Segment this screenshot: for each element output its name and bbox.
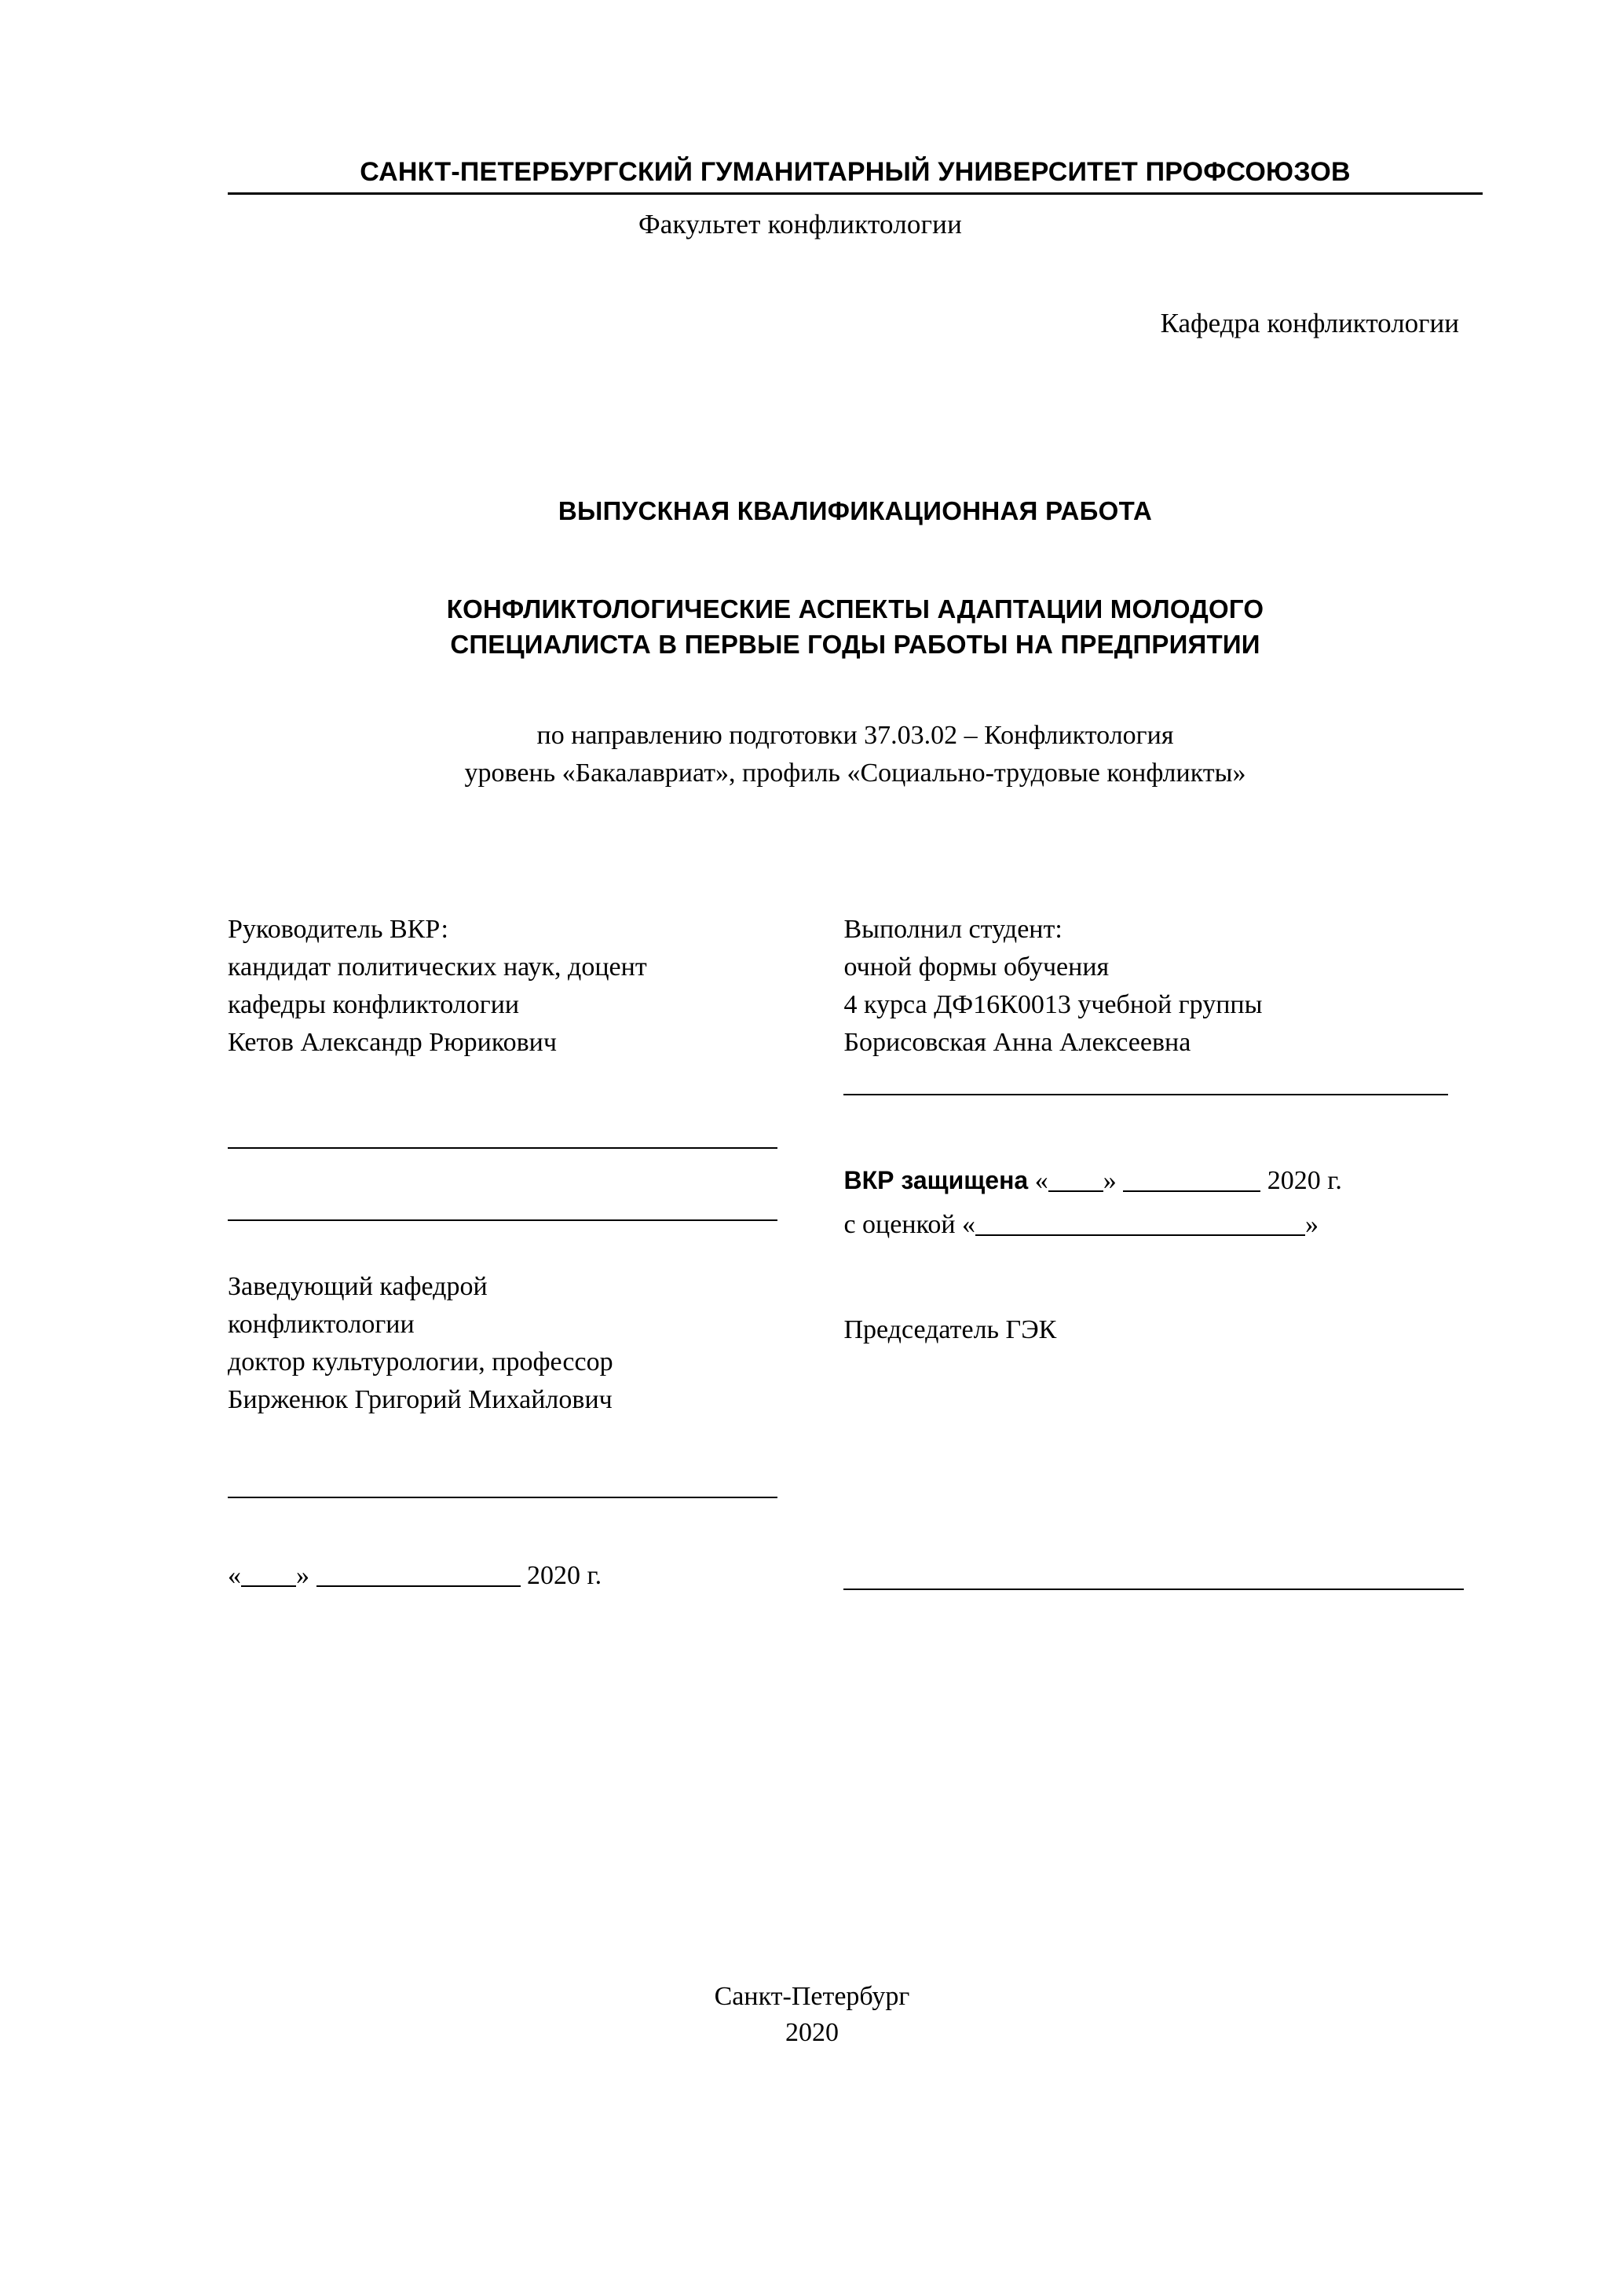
defense-quote-close: »: [1103, 1165, 1117, 1195]
level-profile-line: уровень «Бакалавриат», профиль «Социально-трудовые конфликты»: [464, 759, 1246, 788]
department-name: Кафедра конфликтологии: [1160, 308, 1459, 338]
date-quote-close: »: [296, 1560, 309, 1590]
student-group: 4 курса ДФ16К0013 учебной группы: [843, 990, 1263, 1020]
thesis-subtitle: [228, 717, 1483, 793]
supervisor-role: Руководитель ВКР:: [228, 914, 448, 944]
student-form: очной формы обучения: [843, 952, 1110, 982]
student-role: Выполнил студент:: [843, 914, 1063, 944]
chairman-label: Председатель ГЭК: [843, 1314, 1057, 1344]
spacer: [228, 1221, 843, 1268]
document-content: [228, 157, 1483, 1591]
defense-month-blank: [1123, 1190, 1260, 1192]
date-day-blank: [241, 1585, 296, 1587]
student-name: Борисовская Анна Алексеевна: [843, 1028, 1191, 1058]
head-name: Бирженюк Григорий Михайлович: [228, 1385, 613, 1415]
supervisor-degree: кандидат политических наук, доцент: [228, 952, 647, 982]
date-quote-open: «: [228, 1560, 241, 1590]
date-year: 2020 г.: [527, 1560, 602, 1590]
supervisor-chair: кафедры конфликтологии: [228, 990, 520, 1020]
defense-year: 2020 г.: [1267, 1165, 1342, 1195]
defense-day-blank: [1048, 1190, 1103, 1192]
date-month-blank: [316, 1585, 521, 1587]
year: 2020: [785, 2017, 839, 2047]
mark-line: [843, 1210, 1483, 1240]
left-column: [228, 911, 843, 1591]
defense-quote-open: «: [1034, 1165, 1048, 1195]
thesis-title-line-2: СПЕЦИАЛИСТА В ПЕРВЫЕ ГОДЫ РАБОТЫ НА ПРЕДПРИЯТИИ: [450, 629, 1260, 659]
spacer: [843, 1095, 1483, 1166]
defense-label: ВКР защищена: [843, 1165, 1029, 1194]
right-column: [843, 911, 1483, 1590]
head-signature-line-2: [228, 1497, 777, 1498]
university-name: САНКТ-ПЕТЕРБУРГСКИЙ ГУМАНИТАРНЫЙ УНИВЕРСИТЕТ ПРОФСОЮЗОВ: [228, 157, 1483, 195]
thesis-title: [228, 592, 1483, 662]
mark-label: с оценкой «: [843, 1209, 976, 1239]
faculty-name: Факультет конфликтологии: [638, 209, 963, 239]
supervisor-name: Кетов Александр Рюрикович: [228, 1028, 557, 1058]
mark-quote-close: »: [1305, 1209, 1319, 1239]
head-role-line-1: Заведующий кафедрой: [228, 1271, 488, 1301]
chairman-signature-line: [843, 1589, 1464, 1590]
document-footer: [0, 1979, 1624, 2051]
thesis-title-line-1: КОНФЛИКТОЛОГИЧЕСКИЕ АСПЕКТЫ АДАПТАЦИИ МОЛОДОГО: [446, 594, 1264, 623]
defense-line: [843, 1166, 1483, 1196]
head-role-line-2: конфликтологии: [228, 1309, 415, 1339]
program-line: по направлению подготовки 37.03.02 – Конфликтология: [536, 721, 1174, 751]
signature-columns: [228, 911, 1483, 1591]
mark-blank: [975, 1234, 1305, 1236]
date-bottom: [228, 1561, 843, 1591]
supervisor-signature-line: [228, 1147, 777, 1149]
document-type: ВЫПУСКНАЯ КВАЛИФИКАЦИОННАЯ РАБОТА: [558, 496, 1153, 525]
city: Санкт-Петербург: [714, 1982, 910, 2011]
head-degree: доктор культурологии, профессор: [228, 1347, 613, 1377]
